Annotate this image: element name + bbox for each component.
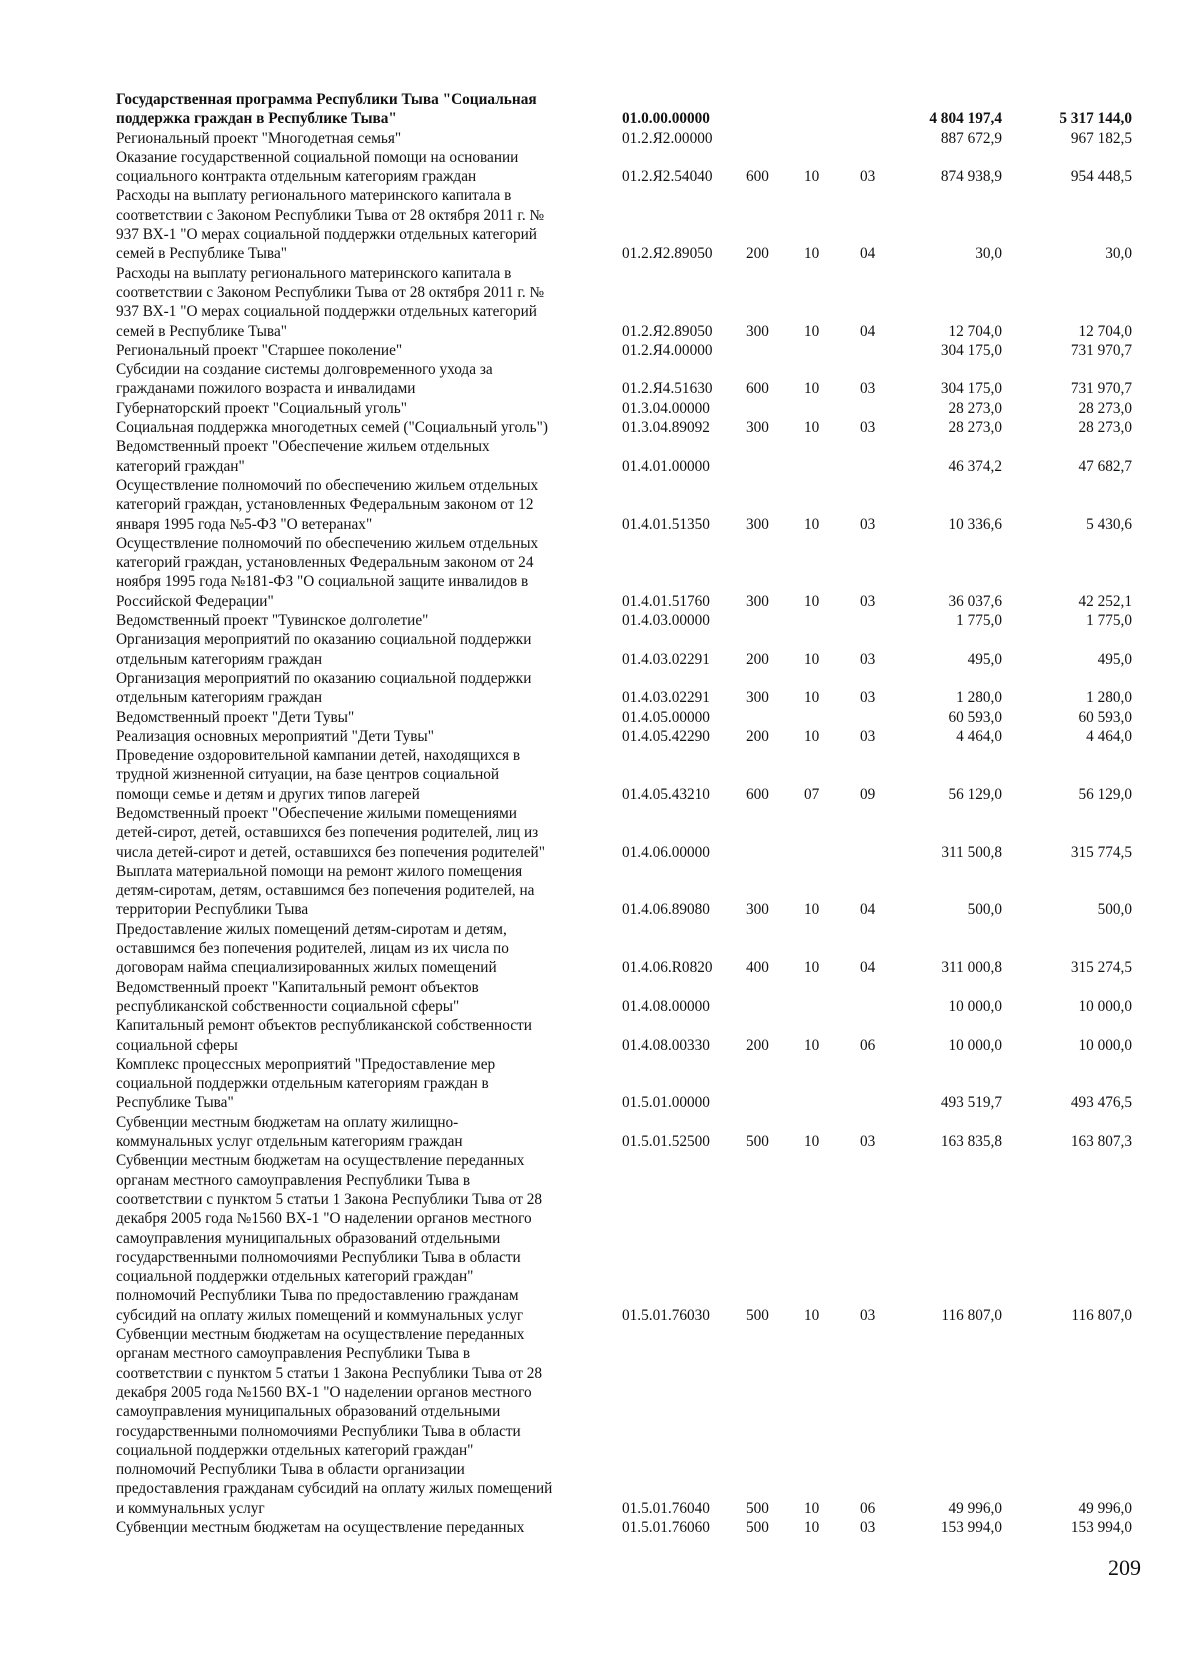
row-name xyxy=(116,360,606,399)
row-name-line: Осуществление полномочий по обеспечению жильем отдельных xyxy=(116,476,539,494)
row-name xyxy=(116,804,606,862)
row-name-line: полномочий Республики Тыва в области организации xyxy=(116,1461,465,1479)
row-vr: 600 xyxy=(746,785,769,803)
row-sum-2024: 493 519,7 xyxy=(940,1094,1002,1112)
row-name-line: числа детей-сирот и детей, оставшихся без попечения родителей" xyxy=(116,843,545,861)
row-vr: 500 xyxy=(746,1306,769,1324)
row-code: 01.3.04.00000 xyxy=(622,399,710,417)
row-pr: 06 xyxy=(860,1036,876,1054)
table-row xyxy=(0,360,1200,399)
row-code: 01.2.Я2.54040 xyxy=(622,168,713,186)
row-vr: 300 xyxy=(746,689,769,707)
table-row xyxy=(0,611,1200,630)
row-pr: 04 xyxy=(860,901,876,919)
row-name-line: территории Республики Тыва xyxy=(116,901,309,919)
row-name xyxy=(116,727,606,746)
row-rz: 10 xyxy=(804,650,820,668)
row-name-line: отдельным категориям граждан xyxy=(116,689,323,707)
table-row xyxy=(0,90,1200,129)
row-code: 01.2.Я2.89050 xyxy=(622,322,713,340)
table-row xyxy=(0,862,1200,920)
row-vr: 200 xyxy=(746,1036,769,1054)
row-code: 01.5.01.76030 xyxy=(622,1306,710,1324)
row-name xyxy=(116,630,606,669)
row-rz: 10 xyxy=(804,727,820,745)
row-sum-2024: 12 704,0 xyxy=(948,322,1002,340)
row-rz: 10 xyxy=(804,689,820,707)
table-row xyxy=(0,804,1200,862)
row-name-line: соответствии с пунктом 5 статьи 1 Закона Республики Тыва от 28 xyxy=(116,1364,543,1382)
table-row xyxy=(0,186,1200,263)
row-sum-2024: 163 835,8 xyxy=(940,1133,1002,1151)
row-name xyxy=(116,862,606,920)
table-row xyxy=(0,399,1200,418)
row-pr: 03 xyxy=(860,1133,876,1151)
row-name-line: поддержка граждан в Республике Тыва" xyxy=(116,110,397,128)
row-sum-2025: 56 129,0 xyxy=(1078,785,1132,803)
row-sum-2024: 36 037,6 xyxy=(948,592,1002,610)
table-row xyxy=(0,1055,1200,1113)
row-name xyxy=(116,399,606,418)
row-name-line: Субсидии на создание системы долговременного ухода за xyxy=(116,361,493,379)
row-name-line: Осуществление полномочий по обеспечению жильем отдельных xyxy=(116,534,539,552)
row-name-line: января 1995 года №5-ФЗ "О ветеранах" xyxy=(116,515,373,533)
row-sum-2024: 10 000,0 xyxy=(948,1036,1002,1054)
row-name-line: детям-сиротам, детям, оставшимся без попечения родителей, на xyxy=(116,882,535,900)
row-name-line: гражданами пожилого возраста и инвалидами xyxy=(116,380,416,398)
row-sum-2024: 304 175,0 xyxy=(940,380,1002,398)
row-code: 01.4.05.42290 xyxy=(622,727,710,745)
row-sum-2025: 116 807,0 xyxy=(1071,1306,1132,1324)
row-sum-2025: 42 252,1 xyxy=(1078,592,1132,610)
row-name xyxy=(116,1325,606,1518)
row-sum-2025: 495,0 xyxy=(1097,650,1132,668)
row-code: 01.2.Я4.51630 xyxy=(622,380,713,398)
row-code: 01.4.01.51760 xyxy=(622,592,710,610)
row-name-line: Социальная поддержка многодетных семей ("Социальный уголь") xyxy=(116,419,548,437)
row-vr: 300 xyxy=(746,901,769,919)
row-rz: 10 xyxy=(804,1499,820,1517)
row-sum-2025: 30,0 xyxy=(1105,245,1132,263)
row-code: 01.2.Я4.00000 xyxy=(622,341,713,359)
row-sum-2025: 967 182,5 xyxy=(1070,129,1132,147)
row-name-line: социальной поддержки отдельных категорий граждан" xyxy=(116,1441,474,1459)
row-sum-2025: 60 593,0 xyxy=(1078,708,1132,726)
row-sum-2024: 500,0 xyxy=(967,901,1002,919)
row-pr: 03 xyxy=(860,650,876,668)
row-sum-2025: 47 682,7 xyxy=(1078,457,1132,475)
row-name xyxy=(116,90,606,129)
row-vr: 400 xyxy=(746,959,769,977)
row-name-line: категорий граждан, установленных Федеральным законом от 12 xyxy=(116,496,534,514)
row-pr: 03 xyxy=(860,380,876,398)
row-name-line: Государственная программа Республики Тыва "Социальная xyxy=(116,91,537,108)
row-name-line: 937 ВХ-1 "О мерах социальной поддержки отдельных категорий xyxy=(116,303,537,321)
row-sum-2024: 153 994,0 xyxy=(940,1519,1002,1537)
row-pr: 03 xyxy=(860,419,876,437)
row-name-line: республиканской собственности социальной сферы" xyxy=(116,997,460,1015)
row-code: 01.4.06.00000 xyxy=(622,843,710,861)
row-name-line: коммунальных услуг отдельным категориям граждан xyxy=(116,1133,463,1151)
row-pr: 09 xyxy=(860,785,876,803)
row-name-line: органам местного самоуправления Республики Тыва в xyxy=(116,1171,471,1189)
row-sum-2024: 874 938,9 xyxy=(940,168,1002,186)
row-sum-2024: 28 273,0 xyxy=(948,419,1002,437)
row-name-line: предоставления гражданам субсидий на оплату жилых помещений xyxy=(116,1480,553,1498)
row-name-line: и коммунальных услуг xyxy=(116,1499,265,1517)
table-row xyxy=(0,1518,1200,1537)
row-sum-2025: 10 000,0 xyxy=(1078,997,1132,1015)
row-code: 01.4.08.00330 xyxy=(622,1036,710,1054)
row-rz: 10 xyxy=(804,168,820,186)
row-name xyxy=(116,1518,606,1537)
row-sum-2025: 1 280,0 xyxy=(1086,689,1132,707)
row-rz: 10 xyxy=(804,592,820,610)
row-sum-2025: 49 996,0 xyxy=(1078,1499,1132,1517)
row-rz: 10 xyxy=(804,1519,820,1537)
row-name-line: Республике Тыва" xyxy=(116,1094,234,1112)
row-sum-2025: 28 273,0 xyxy=(1078,399,1132,417)
row-pr: 03 xyxy=(860,1306,876,1324)
row-code: 01.4.08.00000 xyxy=(622,997,710,1015)
row-rz: 10 xyxy=(804,959,820,977)
row-code: 01.5.01.76040 xyxy=(622,1499,710,1517)
row-name xyxy=(116,746,606,804)
row-code: 01.4.01.00000 xyxy=(622,457,710,475)
row-name xyxy=(116,264,606,341)
row-name xyxy=(116,437,606,476)
row-code: 01.4.03.02291 xyxy=(622,650,710,668)
row-name-line: социального контракта отдельным категориям граждан xyxy=(116,168,477,186)
table-row xyxy=(0,264,1200,341)
row-name xyxy=(116,611,606,630)
row-sum-2025: 493 476,5 xyxy=(1070,1094,1132,1112)
row-sum-2025: 315 774,5 xyxy=(1070,843,1132,861)
row-code: 01.4.05.00000 xyxy=(622,708,710,726)
row-sum-2025: 10 000,0 xyxy=(1078,1036,1132,1054)
row-code: 01.4.03.00000 xyxy=(622,612,710,630)
row-name xyxy=(116,341,606,360)
row-sum-2025: 4 464,0 xyxy=(1086,727,1132,745)
row-name-line: Расходы на выплату регионального материнского капитала в xyxy=(116,187,512,205)
row-code: 01.2.Я2.89050 xyxy=(622,245,713,263)
row-name-line: Ведомственный проект "Тувинское долголетие" xyxy=(116,612,429,630)
row-code: 01.4.06.R0820 xyxy=(622,959,713,977)
row-rz: 10 xyxy=(804,419,820,437)
row-name xyxy=(116,418,606,437)
row-pr: 03 xyxy=(860,592,876,610)
row-name-line: Оказание государственной социальной помощи на основании xyxy=(116,148,519,166)
row-name-line: социальной поддержки отдельным категориям граждан в xyxy=(116,1075,489,1093)
row-name xyxy=(116,978,606,1017)
row-pr: 04 xyxy=(860,245,876,263)
row-sum-2024: 495,0 xyxy=(967,650,1002,668)
table-row xyxy=(0,727,1200,746)
row-name-line: договорам найма специализированных жилых помещений xyxy=(116,959,497,977)
table-row xyxy=(0,669,1200,708)
row-sum-2024: 1 775,0 xyxy=(956,612,1002,630)
row-sum-2025: 28 273,0 xyxy=(1078,419,1132,437)
row-name-line: оставшимся без попечения родителей, лицам из их числа по xyxy=(116,940,509,958)
row-sum-2024: 1 280,0 xyxy=(956,689,1002,707)
row-code: 01.4.01.51350 xyxy=(622,515,710,533)
row-rz: 10 xyxy=(804,1306,820,1324)
row-name xyxy=(116,148,606,187)
row-name-line: помощи семье и детям и других типов лагерей xyxy=(116,785,420,803)
row-rz: 10 xyxy=(804,380,820,398)
row-code: 01.4.05.43210 xyxy=(622,785,710,803)
table-row xyxy=(0,534,1200,611)
row-name-line: категорий граждан" xyxy=(116,457,245,475)
row-name-line: Выплата материальной помощи на ремонт жилого помещения xyxy=(116,862,523,880)
row-name-line: полномочий Республики Тыва по предоставлению гражданам xyxy=(116,1287,519,1305)
row-vr: 500 xyxy=(746,1499,769,1517)
row-name-line: Субвенции местным бюджетам на оплату жилищно- xyxy=(116,1113,459,1131)
table-row xyxy=(0,746,1200,804)
table-row xyxy=(0,1325,1200,1518)
row-name-line: субсидий на оплату жилых помещений и коммунальных услуг xyxy=(116,1306,524,1324)
row-name-line: государственными полномочиями Республики Тыва в области xyxy=(116,1422,521,1440)
row-sum-2025: 12 704,0 xyxy=(1078,322,1132,340)
row-name-line: соответствии с пунктом 5 статьи 1 Закона Республики Тыва от 28 xyxy=(116,1190,543,1208)
page-number: 209 xyxy=(1108,1555,1141,1580)
row-vr: 200 xyxy=(746,650,769,668)
row-pr: 03 xyxy=(860,1519,876,1537)
row-name xyxy=(116,186,606,263)
row-name xyxy=(116,1113,606,1152)
row-name-line: Региональный проект "Многодетная семья" xyxy=(116,129,402,147)
row-code: 01.5.01.52500 xyxy=(622,1133,710,1151)
row-sum-2024: 30,0 xyxy=(975,245,1002,263)
row-name-line: Ведомственный проект "Обеспечение жильем отдельных xyxy=(116,438,490,456)
table-row xyxy=(0,341,1200,360)
row-sum-2024: 10 000,0 xyxy=(948,997,1002,1015)
row-sum-2024: 311 000,8 xyxy=(941,959,1002,977)
row-name-line: трудной жизненной ситуации, на базе центров социальной xyxy=(116,766,500,784)
row-name-line: семей в Республике Тыва" xyxy=(116,245,287,263)
row-name xyxy=(116,476,606,534)
row-name-line: Субвенции местным бюджетам на осуществление переданных xyxy=(116,1519,525,1537)
row-pr: 03 xyxy=(860,168,876,186)
row-sum-2024: 4 464,0 xyxy=(956,727,1002,745)
row-sum-2024: 311 500,8 xyxy=(941,843,1002,861)
row-pr: 03 xyxy=(860,689,876,707)
row-name-line: социальной сферы xyxy=(116,1036,238,1054)
row-name-line: Ведомственный проект "Обеспечение жилыми помещениями xyxy=(116,804,517,822)
row-rz: 10 xyxy=(804,245,820,263)
row-pr: 06 xyxy=(860,1499,876,1517)
row-name-line: детей-сирот, детей, оставшихся без попечения родителей, лиц из xyxy=(116,824,539,842)
row-name-line: семей в Республике Тыва" xyxy=(116,322,287,340)
row-sum-2025: 1 775,0 xyxy=(1086,612,1132,630)
row-vr: 300 xyxy=(746,592,769,610)
row-sum-2024: 304 175,0 xyxy=(940,341,1002,359)
row-vr: 500 xyxy=(746,1133,769,1151)
table-row xyxy=(0,630,1200,669)
row-name xyxy=(116,708,606,727)
table-row xyxy=(0,418,1200,437)
row-rz: 10 xyxy=(804,515,820,533)
row-name-line: Расходы на выплату регионального материнского капитала в xyxy=(116,264,512,282)
row-name-line: Субвенции местным бюджетам на осуществление переданных xyxy=(116,1152,525,1170)
row-code: 01.4.03.02291 xyxy=(622,689,710,707)
row-sum-2025: 731 970,7 xyxy=(1070,341,1132,359)
table-row xyxy=(0,129,1200,148)
row-sum-2024: 28 273,0 xyxy=(948,399,1002,417)
row-vr: 300 xyxy=(746,419,769,437)
row-sum-2025: 5 430,6 xyxy=(1086,515,1132,533)
row-sum-2024: 10 336,6 xyxy=(948,515,1002,533)
row-name-line: Капитальный ремонт объектов республиканской собственности xyxy=(116,1017,532,1035)
row-sum-2024: 116 807,0 xyxy=(941,1306,1002,1324)
row-name-line: Региональный проект "Старшее поколение" xyxy=(116,341,403,359)
row-name-line: отдельным категориям граждан xyxy=(116,650,323,668)
row-vr: 200 xyxy=(746,245,769,263)
row-rz: 10 xyxy=(804,901,820,919)
budget-table xyxy=(0,90,1200,1537)
row-vr: 500 xyxy=(746,1519,769,1537)
row-name-line: Проведение оздоровительной кампании детей, находящихся в xyxy=(116,747,521,765)
table-row xyxy=(0,148,1200,187)
row-code: 01.5.01.76060 xyxy=(622,1519,710,1537)
row-name-line: декабря 2005 года №1560 ВХ-1 "О наделении органов местного xyxy=(116,1210,532,1228)
row-name xyxy=(116,129,606,148)
row-name-line: Губернаторский проект "Социальный уголь" xyxy=(116,399,408,417)
row-code: 01.0.00.00000 xyxy=(622,110,710,128)
table-row xyxy=(0,476,1200,534)
row-name xyxy=(116,1055,606,1113)
row-name-line: Ведомственный проект "Дети Тувы" xyxy=(116,708,355,726)
row-name xyxy=(116,1016,606,1055)
row-name-line: соответствии с Законом Республики Тыва от 28 октября 2011 г. № xyxy=(116,206,545,224)
row-code: 01.2.Я2.00000 xyxy=(622,129,713,147)
row-name xyxy=(116,920,606,978)
table-row xyxy=(0,437,1200,476)
table-row xyxy=(0,1151,1200,1325)
row-name-line: социальной поддержки отдельных категорий граждан" xyxy=(116,1268,474,1286)
row-name-line: ноября 1995 года №181-ФЗ "О социальной защите инвалидов в xyxy=(116,573,529,591)
row-sum-2025: 954 448,5 xyxy=(1070,168,1132,186)
row-vr: 600 xyxy=(746,168,769,186)
row-sum-2024: 49 996,0 xyxy=(948,1499,1002,1517)
row-name-line: Организация мероприятий по оказанию социальной поддержки xyxy=(116,631,532,649)
row-sum-2024: 56 129,0 xyxy=(948,785,1002,803)
row-pr: 04 xyxy=(860,322,876,340)
table-row xyxy=(0,1113,1200,1152)
row-sum-2024: 46 374,2 xyxy=(948,457,1002,475)
row-pr: 03 xyxy=(860,727,876,745)
row-name-line: Российской Федерации" xyxy=(116,592,274,610)
row-vr: 600 xyxy=(746,380,769,398)
row-sum-2025: 163 807,3 xyxy=(1070,1133,1132,1151)
row-vr: 300 xyxy=(746,515,769,533)
table-row xyxy=(0,708,1200,727)
row-sum-2024: 887 672,9 xyxy=(940,129,1002,147)
row-vr: 200 xyxy=(746,727,769,745)
table-row xyxy=(0,1016,1200,1055)
row-pr: 03 xyxy=(860,515,876,533)
row-rz: 07 xyxy=(804,785,820,803)
row-name-line: Реализация основных мероприятий "Дети Тувы" xyxy=(116,727,434,745)
row-rz: 10 xyxy=(804,1036,820,1054)
row-name-line: Субвенции местным бюджетам на осуществление переданных xyxy=(116,1326,525,1344)
row-pr: 04 xyxy=(860,959,876,977)
table-row xyxy=(0,920,1200,978)
row-sum-2025: 153 994,0 xyxy=(1070,1519,1132,1537)
row-name-line: 937 ВХ-1 "О мерах социальной поддержки отдельных категорий xyxy=(116,226,537,244)
row-rz: 10 xyxy=(804,1133,820,1151)
row-sum-2024: 4 804 197,4 xyxy=(929,110,1002,128)
row-name-line: самоуправления муниципальных образований отдельными xyxy=(116,1229,501,1247)
row-name-line: Предоставление жилых помещений детям-сиротам и детям, xyxy=(116,920,507,938)
row-sum-2025: 500,0 xyxy=(1097,901,1132,919)
row-sum-2024: 60 593,0 xyxy=(948,708,1002,726)
row-code: 01.4.06.89080 xyxy=(622,901,710,919)
row-code: 01.5.01.00000 xyxy=(622,1094,710,1112)
row-name-line: органам местного самоуправления Республики Тыва в xyxy=(116,1345,471,1363)
row-name-line: Организация мероприятий по оказанию социальной поддержки xyxy=(116,669,532,687)
row-sum-2025: 731 970,7 xyxy=(1070,380,1132,398)
row-name-line: декабря 2005 года №1560 ВХ-1 "О наделении органов местного xyxy=(116,1383,532,1401)
row-vr: 300 xyxy=(746,322,769,340)
row-name-line: Ведомственный проект "Капитальный ремонт объектов xyxy=(116,978,479,996)
row-name xyxy=(116,1151,606,1325)
row-rz: 10 xyxy=(804,322,820,340)
row-name-line: категорий граждан, установленных Федеральным законом от 24 xyxy=(116,554,534,572)
row-name-line: Комплекс процессных мероприятий "Предоставление мер xyxy=(116,1055,496,1073)
row-name xyxy=(116,534,606,611)
table-row xyxy=(0,978,1200,1017)
row-name xyxy=(116,669,606,708)
row-name-line: самоуправления муниципальных образований отдельными xyxy=(116,1403,501,1421)
row-name-line: соответствии с Законом Республики Тыва от 28 октября 2011 г. № xyxy=(116,283,545,301)
row-code: 01.3.04.89092 xyxy=(622,419,710,437)
row-sum-2025: 315 274,5 xyxy=(1070,959,1132,977)
row-sum-2025: 5 317 144,0 xyxy=(1059,110,1132,128)
row-name-line: государственными полномочиями Республики Тыва в области xyxy=(116,1248,521,1266)
